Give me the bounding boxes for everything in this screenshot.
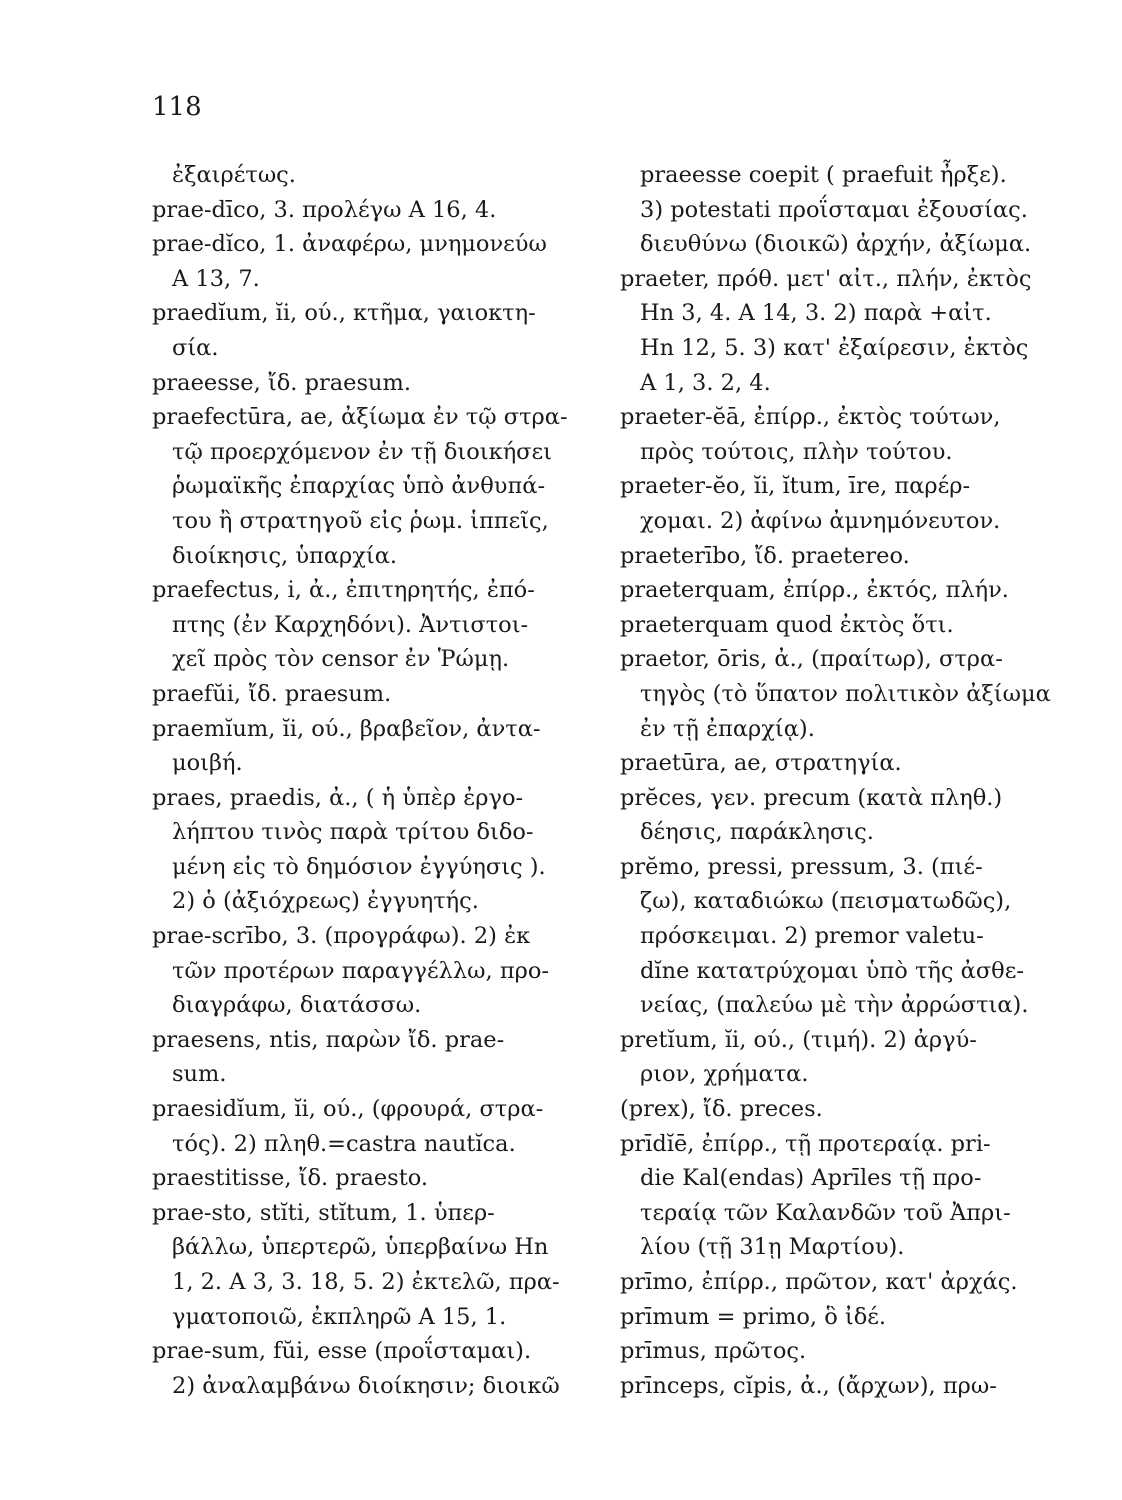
dictionary-line: 1, 2. A 3, 3. 18, 5. 2) ἐκτελῶ, πρα- [172, 1269, 560, 1295]
dictionary-line: die Kal(endas) Aprīles τῇ προ- [640, 1165, 982, 1192]
dictionary-line: διοίκησις, ὑπαρχία. [172, 542, 398, 569]
dictionary-line: χεῖ πρὸς τὸν censor ἐν Ῥώμῃ. [172, 646, 510, 673]
dictionary-line: μοιβή. [172, 750, 243, 777]
dictionary-line: ἐξαιρέτως. [172, 162, 296, 188]
dictionary-line: prae-sum, fŭi, esse (προΐσταμαι). [152, 1338, 532, 1365]
dictionary-line: τός). 2) πληθ.=castra nautĭca. [172, 1130, 516, 1157]
dictionary-line: τῶν προτέρων παραγγέλλω, προ- [172, 957, 549, 984]
dictionary-line: ἐν τῇ ἐπαρχίᾳ). [640, 715, 815, 742]
dictionary-line: praeesse coepit ( praefuit ἦρξε). [640, 162, 1007, 188]
dictionary-line: λήπτου τινὸς παρὰ τρίτου διδο- [172, 819, 534, 846]
dictionary-line: praeter, πρόθ. μετ' αἰτ., πλήν, ἐκτὸς [620, 265, 1032, 292]
dictionary-line: του ἢ στρατηγοῦ εἰς ῥωμ. ἱππεῖς, [172, 507, 549, 534]
dictionary-line: praeesse, ἴδ. praesum. [152, 369, 412, 396]
dictionary-line: μένη εἰς τὸ δημόσιον ἐγγύησις ). [172, 853, 546, 880]
dictionary-line: χομαι. 2) ἀφίνω ἀμνημόνευτον. [640, 507, 1001, 534]
dictionary-line: 3) potestati προΐσταμαι ἐξουσίας. [640, 196, 1028, 223]
dictionary-line: praetūra, ae, στρατηγία. [620, 750, 902, 777]
dictionary-line: praemĭum, ĭi, ού., βραβεῖον, ἀντα- [152, 715, 541, 742]
dictionary-line: A 13, 7. [172, 265, 260, 292]
dictionary-line: praefectus, i, ἀ., ἐπιτηρητής, ἐπό- [152, 577, 535, 604]
dictionary-line: 2) ἀναλαμβάνω διοίκησιν; διοικῶ [172, 1372, 560, 1399]
dictionary-line: ζω), καταδιώκω (πεισματωδῶς), [640, 888, 1012, 915]
dictionary-line: prĕces, γεν. precum (κατὰ πληθ.) [620, 784, 1003, 811]
dictionary-line: A 1, 3. 2, 4. [640, 369, 771, 396]
dictionary-line: διευθύνω (διοικῶ) ἀρχήν, ἀξίωμα. [640, 231, 1032, 258]
dictionary-line: sum. [172, 1061, 227, 1088]
dictionary-line: δέησις, παράκλησις. [640, 819, 874, 846]
dictionary-line: prīmo, ἐπίρρ., πρῶτον, κατ' ἀρχάς. [620, 1269, 1018, 1295]
dictionary-line: praedĭum, ĭi, ού., κτῆμα, γαιοκτη- [152, 300, 536, 327]
dictionary-line: prae-scrībo, 3. (προγράφω). 2) ἐκ [152, 923, 531, 950]
dictionary-line: prīmum = primo, ὃ ἰδέ. [620, 1303, 887, 1330]
dictionary-line: σία. [172, 334, 219, 361]
dictionary-line: prae-sto, stĭti, stĭtum, 1. ὑπερ- [152, 1199, 495, 1226]
dictionary-line: prīnceps, cĭpis, ἀ., (ἄρχων), πρω- [620, 1372, 997, 1399]
dictionary-line: praesens, ntis, παρὼν ἴδ. prae- [152, 1026, 505, 1053]
dictionary-line: ῥωμαϊκῆς ἐπαρχίας ὑπὸ ἀνθυπά- [172, 473, 546, 500]
dictionary-line: prae-dĭco, 1. ἀναφέρω, μνημονεύω [152, 231, 547, 258]
dictionary-line: praetor, ōris, ἀ., (πραίτωρ), στρα- [620, 646, 1003, 673]
page-number: 118 [152, 92, 202, 122]
dictionary-line: διαγράφω, διατάσσω. [172, 992, 422, 1019]
right-column [620, 158, 1075, 1403]
dictionary-line: praesidĭum, ĭi, ού., (φρουρά, στρα- [152, 1096, 544, 1123]
dictionary-line: praestitisse, ἴδ. praesto. [152, 1165, 429, 1192]
dictionary-line: τηγὸς (τὸ ὕπατον πολιτικὸν ἀξίωμα [640, 680, 1051, 707]
dictionary-line: πρόσκειμαι. 2) premor valetu- [640, 923, 984, 950]
dictionary-line: praefectūra, ae, ἀξίωμα ἐν τῷ στρα- [152, 404, 568, 431]
dictionary-line: τεραίᾳ τῶν Καλανδῶν τοῦ Ἀπρι- [640, 1199, 1011, 1226]
dictionary-line: ριον, χρήματα. [640, 1061, 809, 1088]
dictionary-line: 2) ὁ (ἀξιόχρεως) ἐγγυητής. [172, 888, 479, 915]
dictionary-line: Hn 3, 4. A 14, 3. 2) παρὰ +αἰτ. [640, 300, 992, 327]
dictionary-line: praeterībo, ἴδ. praetereo. [620, 542, 910, 569]
dictionary-line: τῷ προερχόμενον ἐν τῇ διοικήσει [172, 438, 553, 465]
dictionary-line: dĭne κατατρύχομαι ὑπὸ τῆς ἀσθε- [640, 957, 1024, 984]
dictionary-line: praes, praedis, ἀ., ( ἡ ὑπὲρ ἐργο- [152, 784, 524, 811]
dictionary-line: γματοποιῶ, ἐκπληρῶ A 15, 1. [172, 1303, 507, 1330]
dictionary-line: praefŭi, ἴδ. praesum. [152, 680, 392, 707]
dictionary-line: prĕmo, pressi, pressum, 3. (πιέ- [620, 853, 983, 880]
dictionary-line: prīmus, πρῶτος. [620, 1338, 807, 1365]
dictionary-line: praeterquam quod ἐκτὸς ὅτι. [620, 611, 954, 638]
dictionary-line: βάλλω, ὑπερτερῶ, ὑπερβαίνω Hn [172, 1234, 549, 1261]
dictionary-line: praeter-ĕo, ĭi, ĭtum, īre, παρέρ- [620, 473, 971, 500]
left-column [152, 158, 597, 1403]
dictionary-line: λίου (τῇ 31ῃ Μαρτίου). [640, 1234, 905, 1261]
dictionary-line: Hn 12, 5. 3) κατ' ἐξαίρεσιν, ἐκτὸς [640, 334, 1029, 361]
dictionary-line: pretĭum, ĭi, ού., (τιμή). 2) ἀργύ- [620, 1026, 977, 1053]
dictionary-line: πρὸς τούτοις, πλὴν τούτου. [640, 438, 953, 465]
dictionary-line: νείας, (παλεύω μὲ τὴν ἀρρώστια). [640, 992, 1029, 1019]
dictionary-line: (prex), ἴδ. preces. [620, 1096, 823, 1123]
dictionary-line: praeter-ĕā, ἐπίρρ., ἐκτὸς τούτων, [620, 404, 1001, 431]
dictionary-line: prīdĭē, ἐπίρρ., τῇ προτεραίᾳ. pri- [620, 1130, 991, 1157]
dictionary-line: prae-dīco, 3. προλέγω A 16, 4. [152, 196, 497, 223]
dictionary-line: praeterquam, ἐπίρρ., ἐκτός, πλήν. [620, 577, 1009, 604]
dictionary-line: πτης (ἐν Καρχηδόνι). Ἀντιστοι- [172, 611, 529, 638]
